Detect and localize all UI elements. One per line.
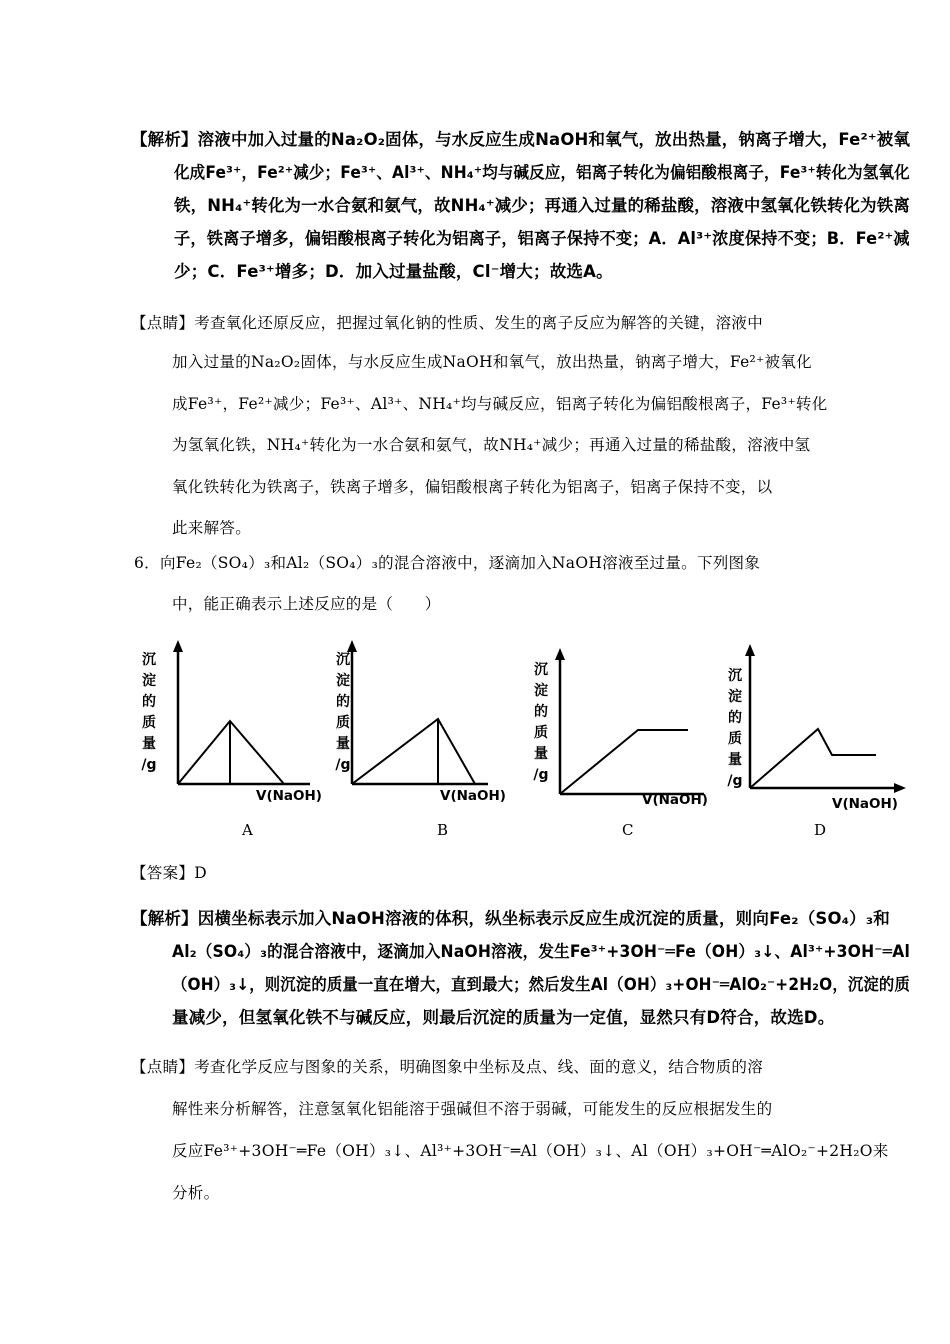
point-line: 成Fe³⁺，Fe²⁺减少；Fe³⁺、Al³⁺、NH₄⁺均与碱反应，铝离子转化为偏铝酸根离子，Fe³⁺转化 xyxy=(172,395,828,413)
point-line: 此来解答。 xyxy=(172,519,252,537)
y-label-char: 量 xyxy=(534,746,548,762)
point-line: 加入过量的Na₂O₂固体，与水反应生成NaOH和氧气，放出热量，钠离子增大，Fe²⁺被氧化 xyxy=(172,353,812,371)
y-label-char: 量 xyxy=(336,736,350,752)
analysis-line: 少；C．Fe³⁺增多；D．加入过量盐酸，Cl⁻增大；故选A。 xyxy=(174,262,613,281)
y-label-char: 淀 xyxy=(142,673,156,689)
y-label-char: 的 xyxy=(336,694,350,710)
x-axis-label: V(NaOH) xyxy=(832,796,898,812)
y-label-char: 沉 xyxy=(728,668,742,684)
y-label-char: 淀 xyxy=(728,689,742,705)
point-line: 氧化铁转化为铁离子，铁离子增多，偏铝酸根离子转化为铝离子，铝离子保持不变，以 xyxy=(172,478,773,496)
analysis-line: 化成Fe³⁺，Fe²⁺减少；Fe³⁺、Al³⁺、NH₄⁺均与碱反应，铝离子转化为偏铝酸根离子，Fe³⁺转化为氢氧化 xyxy=(174,163,910,182)
y-axis-label xyxy=(726,666,744,792)
x-axis-label: V(NaOH) xyxy=(642,792,708,808)
option-label: B xyxy=(437,821,449,839)
y-label-char: 量 xyxy=(728,752,742,768)
graph-c-plot xyxy=(528,636,728,846)
y-label-char: /g xyxy=(533,767,549,783)
graph-option-b xyxy=(318,636,518,846)
y-label-char: 沉 xyxy=(336,652,350,668)
graph-option-d xyxy=(720,636,920,846)
y-label-char: 淀 xyxy=(534,683,548,699)
option-label: C xyxy=(622,821,634,839)
y-axis-label xyxy=(334,650,352,776)
y-label-char: /g xyxy=(141,757,157,773)
graph-option-a xyxy=(138,636,338,846)
y-label-char: 沉 xyxy=(142,652,156,668)
point-line: 为氢氧化铁，NH₄⁺转化为一水合氨和氨气，故NH₄⁺减少；再通入过量的稀盐酸，溶液中氢 xyxy=(172,436,811,454)
option-label: D xyxy=(814,821,827,839)
point-line: 分析。 xyxy=(172,1184,220,1202)
y-label-char: 质 xyxy=(336,715,350,731)
y-label-char: 淀 xyxy=(336,673,350,689)
option-label: A xyxy=(242,821,253,839)
graph-option-c xyxy=(528,636,728,846)
analysis-line: 子，铁离子增多，偏铝酸根离子转化为铝离子，铝离子保持不变；A．Al³⁺浓度保持不变；B．Fe²⁺减 xyxy=(174,229,910,248)
point-line: 反应Fe³⁺+3OH⁻═Fe（OH）₃↓、Al³⁺+3OH⁻═Al（OH）₃↓、Al（OH）₃+OH⁻═AlO₂⁻+2H₂O来 xyxy=(172,1142,889,1160)
point-line: 解性来分析解答，注意氢氧化铝能溶于强碱但不溶于弱碱，可能发生的反应根据发生的 xyxy=(172,1100,773,1118)
question-line: 6．向Fe₂（SO₄）₃和Al₂（SO₄）₃的混合溶液中，逐滴加入NaOH溶液至过量。下列图象 xyxy=(134,554,761,572)
graph-a-plot xyxy=(138,636,338,846)
y-axis-label xyxy=(140,650,158,776)
y-label-char: /g xyxy=(727,773,743,789)
analysis-line: Al₂（SO₄）₃的混合溶液中，逐滴加入NaOH溶液，发生Fe³⁺+3OH⁻═Fe（OH）₃↓、Al³⁺+3OH⁻═Al xyxy=(172,942,911,961)
point-line: 【点睛】考查氧化还原反应，把握过氧化钠的性质、发生的离子反应为解答的关键，溶液中 xyxy=(131,314,764,332)
y-axis-label xyxy=(532,660,550,786)
x-axis-label: V(NaOH) xyxy=(440,788,506,804)
y-label-char: 的 xyxy=(728,710,742,726)
y-label-char: 的 xyxy=(534,704,548,720)
point-line: 【点睛】考查化学反应与图象的关系，明确图象中坐标及点、线、面的意义，结合物质的溶 xyxy=(131,1058,764,1076)
y-label-char: 的 xyxy=(142,694,156,710)
question-line: 中，能正确表示上述反应的是（ ） xyxy=(172,595,441,613)
y-label-char: 质 xyxy=(142,715,156,731)
y-label-char: /g xyxy=(335,757,351,773)
analysis-line: （OH）₃↓，则沉淀的质量一直在增大，直到最大；然后发生Al（OH）₃+OH⁻═AlO₂⁻+2H₂O，沉淀的质 xyxy=(172,975,910,994)
analysis-line: 铁，NH₄⁺转化为一水合氨和氨气，故NH₄⁺减少；再通入过量的稀盐酸，溶液中氢氧化铁转化为铁离 xyxy=(174,196,911,215)
y-label-char: 量 xyxy=(142,736,156,752)
analysis-line: 量减少，但氢氧化铁不与碱反应，则最后沉淀的质量为一定值，显然只有D符合，故选D。 xyxy=(172,1008,835,1027)
y-label-char: 沉 xyxy=(534,662,548,678)
analysis-line: 【解析】因横坐标表示加入NaOH溶液的体积，纵坐标表示反应生成沉淀的质量，则向Fe₂（SO₄）₃和 xyxy=(131,909,890,928)
graph-d-plot xyxy=(720,636,920,846)
y-label-char: 质 xyxy=(728,731,742,747)
analysis-line: 【解析】溶液中加入过量的Na₂O₂固体，与水反应生成NaOH和氧气，放出热量，钠离子增大，Fe²⁺被氧 xyxy=(131,130,911,149)
x-axis-label: V(NaOH) xyxy=(256,788,322,804)
answer-line: 【答案】D xyxy=(131,864,207,882)
y-label-char: 质 xyxy=(534,725,548,741)
